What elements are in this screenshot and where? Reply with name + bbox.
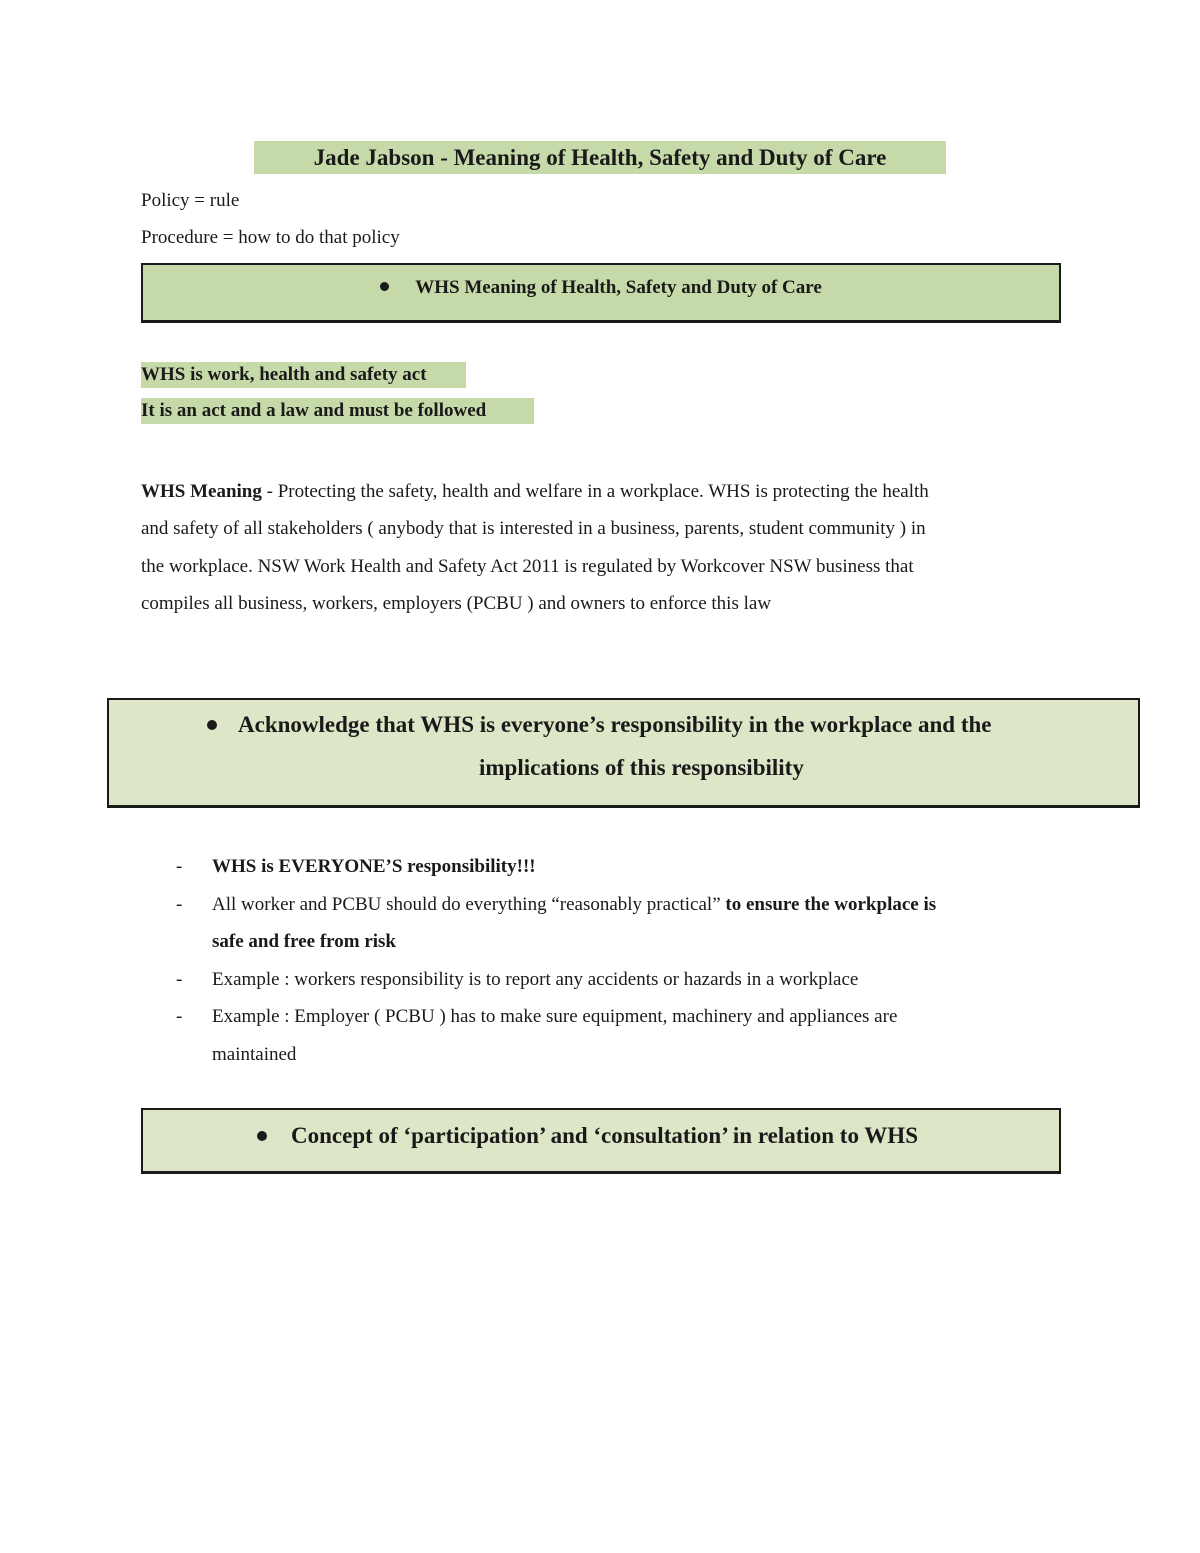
list-item — [176, 886, 1076, 961]
bullet-icon — [207, 720, 217, 730]
responsibility-list — [176, 848, 1076, 1073]
paragraph-line: - Protecting the safety, health and welfare in a workplace. WHS is protecting the health — [261, 481, 929, 502]
policy-definition: Policy = rule — [141, 190, 240, 211]
highlighted-statement: It is an act and a law and must be followed — [141, 398, 534, 424]
section-heading-text: WHS Meaning of Health, Safety and Duty of Care — [415, 277, 822, 298]
section-heading-text: Concept of ‘participation’ and ‘consultation’ in relation to WHS — [291, 1123, 918, 1148]
list-item-text: WHS is EVERYONE’S responsibility!!! — [212, 856, 536, 877]
list-item-text: All worker and PCBU should do everything “reasonably practical” — [212, 893, 726, 915]
list-item-emphasis: to ensure the workplace is — [725, 893, 937, 915]
meaning-label: WHS Meaning — [141, 481, 262, 502]
dash-marker: - — [176, 856, 183, 877]
paragraph-line: compiles all business, workers, employers (PCBU ) and owners to enforce this law — [141, 592, 772, 614]
list-item — [176, 848, 1076, 886]
list-item — [176, 998, 1076, 1073]
list-item — [176, 961, 1076, 999]
paragraph-line: the workplace. NSW Work Health and Safety Act 2011 is regulated by Workcover NSW business that — [141, 555, 914, 577]
list-item-text: Example : Employer ( PCBU ) has to make sure equipment, machinery and appliances are — [212, 1006, 898, 1027]
dash-marker: - — [176, 968, 183, 990]
dash-marker: - — [176, 1006, 183, 1027]
dash-marker: - — [176, 893, 183, 915]
section-heading-box-participation — [141, 1108, 1061, 1174]
section-heading-text: Acknowledge that WHS is everyone’s responsibility in the workplace and the — [238, 712, 992, 737]
list-item-text: Example : workers responsibility is to report any accidents or hazards in a workplace — [212, 968, 859, 990]
list-item-emphasis: safe and free from risk — [212, 931, 396, 952]
list-item-text: maintained — [212, 1043, 297, 1065]
bullet-icon — [257, 1131, 267, 1141]
section-heading-text: implications of this responsibility — [479, 755, 804, 780]
whs-meaning-paragraph — [141, 473, 1061, 622]
page-title: Jade Jabson - Meaning of Health, Safety and Duty of Care — [254, 141, 946, 174]
highlighted-statement: WHS is work, health and safety act — [141, 362, 466, 388]
section-heading-box-whs-meaning — [141, 263, 1061, 323]
paragraph-line: and safety of all stakeholders ( anybody that is interested in a business, parents, student community ) in — [141, 518, 926, 540]
procedure-definition: Procedure = how to do that policy — [141, 227, 400, 248]
bullet-icon — [380, 282, 389, 291]
section-heading-box-responsibility — [107, 698, 1140, 808]
